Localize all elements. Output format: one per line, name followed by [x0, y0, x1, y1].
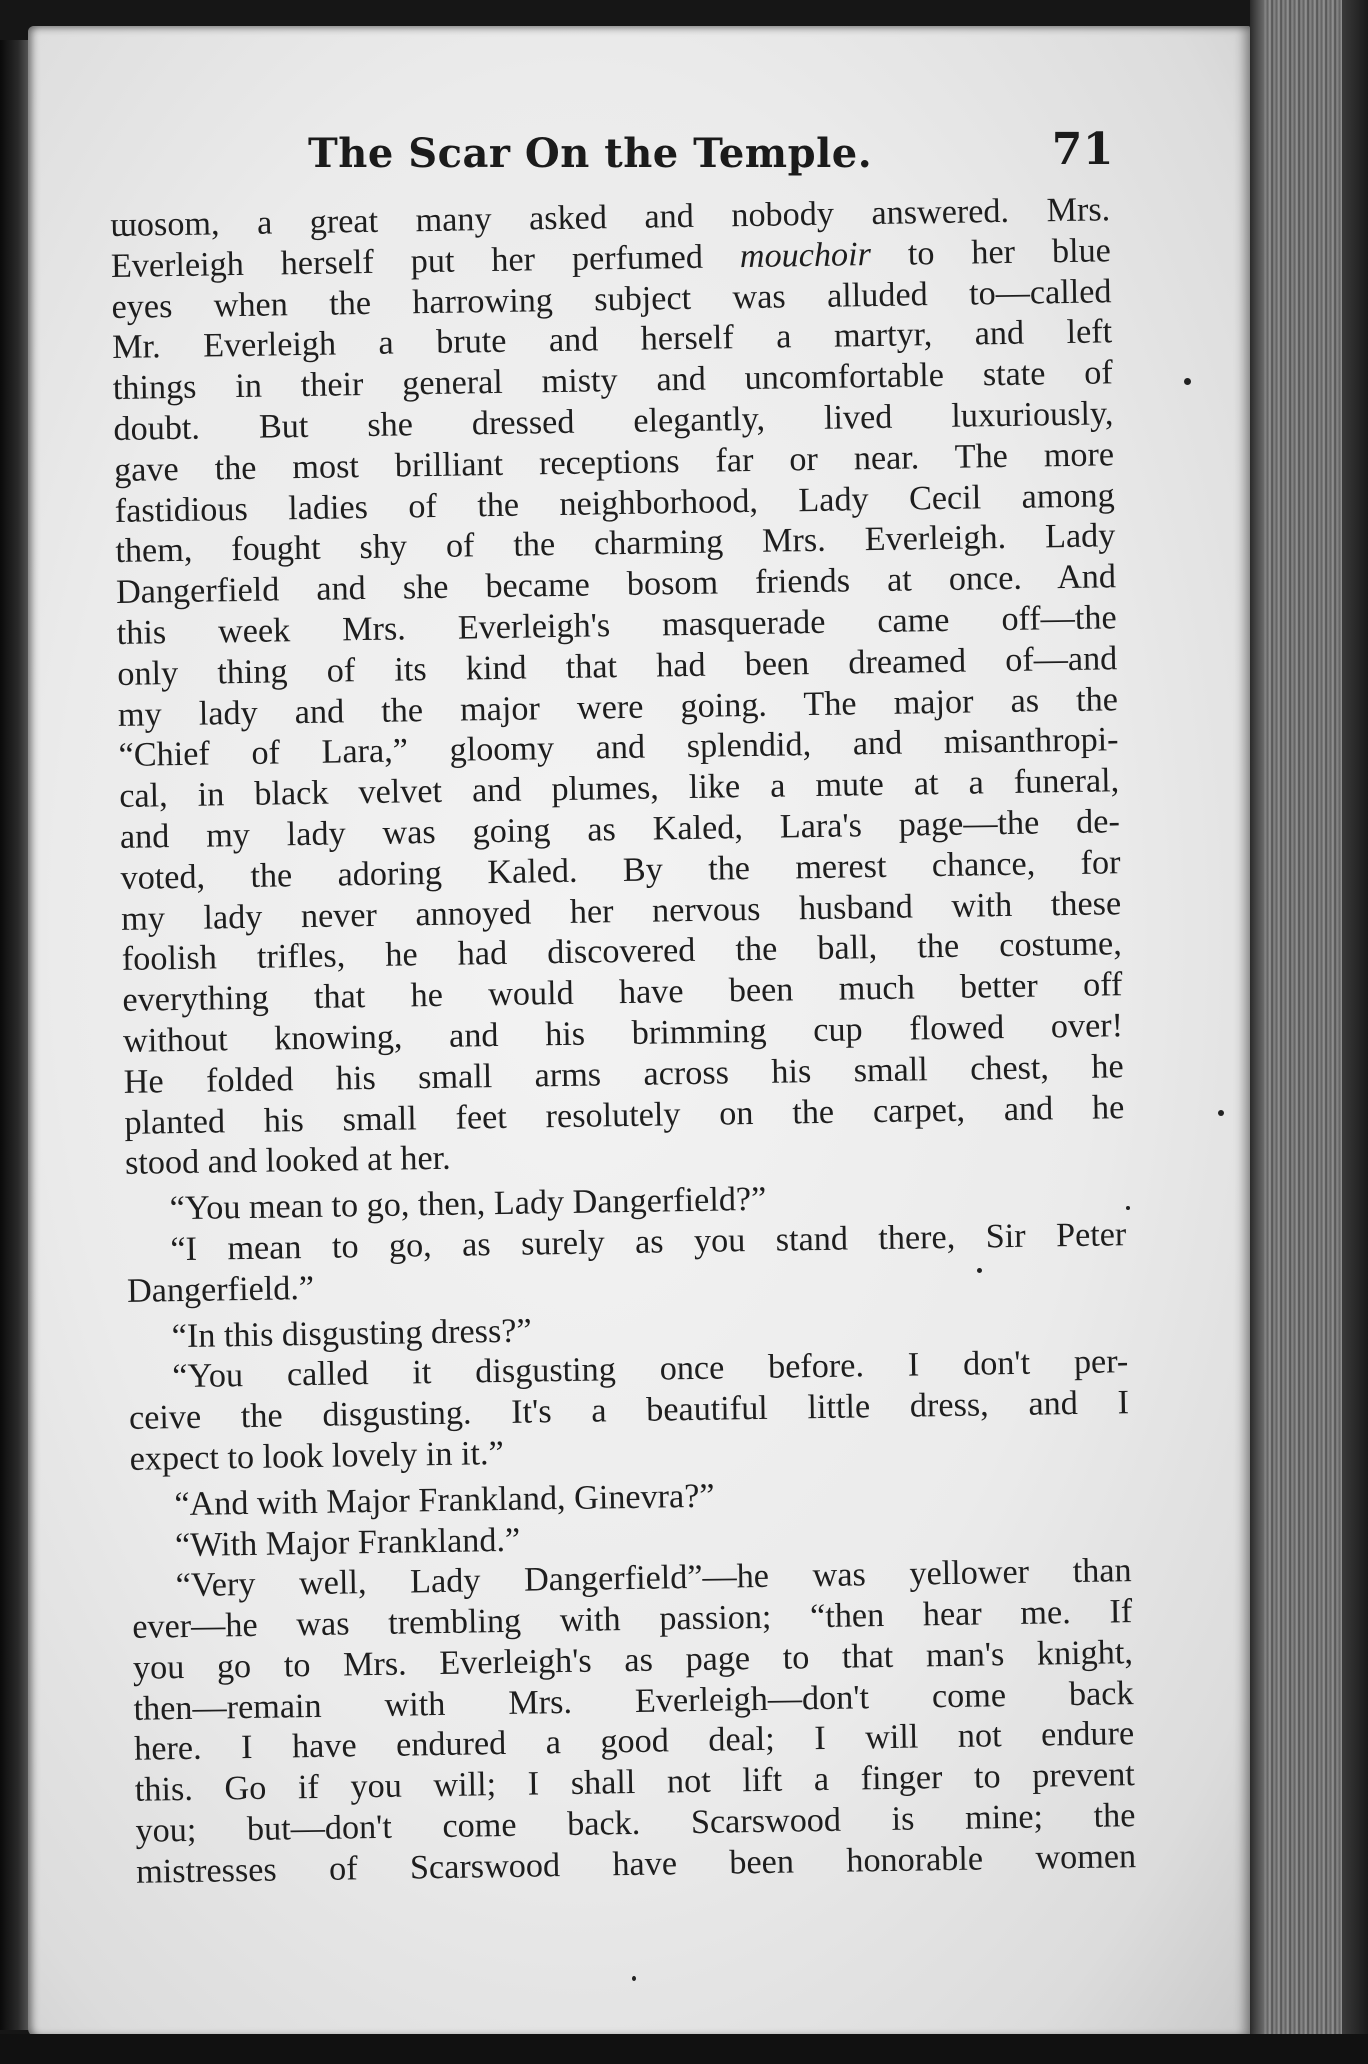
text-line: “In this disgusting dress?”: [171, 1312, 532, 1355]
text-line: without knowing, and his brimming cup flowed over!: [122, 1007, 1124, 1060]
text-line: eyes when the harrowing subject was alluded to—called: [111, 272, 1112, 326]
text-line: fastidious ladies of the neighborhood, Lady Cecil among: [114, 476, 1115, 530]
text-line: this week Mrs. Everleigh's masquerade came off—the: [116, 599, 1117, 652]
text-line: and my lady was going as Kaled, Lara's page—the de-: [119, 803, 1121, 856]
text-line: here. I have endured a good deal; I will not endure: [133, 1715, 1135, 1769]
text-line: “With Major Frankland.”: [174, 1521, 521, 1564]
text-line: “You called it disgusting once before. I don't per-: [172, 1343, 1129, 1396]
text-line: foolish trifles, he had discovered the ball, the costume,: [121, 925, 1123, 979]
text-line: “Very well, Lady Dangerfield”—he was yellower than: [175, 1552, 1132, 1605]
ink-speck: [1218, 1110, 1224, 1116]
text-line: my lady never annoyed her nervous husband with these: [120, 884, 1122, 938]
text-line: gave the most brilliant receptions far or near. The more: [113, 436, 1115, 489]
ink-speck: [1184, 378, 1191, 385]
text-line: my lady and the major were going. The major as the: [117, 680, 1119, 734]
text-line: you go to Mrs. Everleigh's as page to that man's knight,: [132, 1634, 1134, 1687]
text-line: Mr. Everleigh a brute and herself a martyr, and left: [111, 313, 1113, 367]
text-line: mistresses of Scarswood have been honorable women: [135, 1837, 1137, 1891]
text-line: ɯosom, a great many asked and nobody answered. Mrs.: [110, 191, 1111, 244]
text-line: cal, in black velvet and plumes, like a mute at a funeral,: [118, 762, 1120, 816]
text-line: ever—he was trembling with passion; “then hear me. If: [132, 1593, 1133, 1646]
text-line: only thing of its kind that had been dreamed of—and: [117, 640, 1118, 693]
running-title: The Scar On the Temple.: [308, 130, 873, 177]
text-line: “And with Major Frankland, Ginevra?”: [174, 1477, 715, 1523]
text-line: stood and looked at her.: [124, 1140, 451, 1183]
text-line: “Chief of Lara,” gloomy and splendid, and misanthropi-: [118, 721, 1119, 775]
gutter-shadow: [0, 40, 30, 2030]
text-line: ceive the disgusting. It's a beautiful little dress, and I: [128, 1384, 1130, 1437]
text-line: “I mean to go, as surely as you stand there, Sir Peter: [170, 1216, 1127, 1269]
text-line: He folded his small arms across his small chest, he: [123, 1047, 1124, 1101]
text-line: Everleigh herself put her perfumed mouchoir to her blue: [110, 232, 1112, 285]
text-line: things in their general misty and uncomfortable state of: [112, 354, 1114, 408]
page-number: 71: [1051, 124, 1114, 175]
text-line: “You mean to go, then, Lady Dangerfield?”: [169, 1180, 767, 1228]
text-line: then—remain with Mrs. Everleigh—don't come back: [133, 1674, 1134, 1728]
bottom-shadow: [0, 2034, 1368, 2064]
text-line: doubt. But she dressed elegantly, lived luxuriously,: [113, 395, 1114, 448]
ink-speck: [1126, 1206, 1130, 1210]
text-line: expect to look lovely in it.”: [129, 1434, 505, 1478]
text-line: you; but—don't come back. Scarswood is mine; the: [135, 1797, 1136, 1850]
text-line: planted his small feet resolutely on the carpet, and he: [124, 1088, 1125, 1142]
book-fore-edge: [1250, 0, 1368, 2064]
ink-speck: [632, 1976, 636, 1981]
text-line: everything that he would have been much better off: [122, 966, 1123, 1020]
body-text: [110, 190, 1136, 1893]
text-line: this. Go if you will; I shall not lift a finger to prevent: [134, 1756, 1136, 1810]
text-line: Dangerfield.”: [126, 1269, 315, 1310]
ink-speck: [977, 1268, 982, 1273]
italic-word: mouchoir: [739, 235, 872, 275]
text-line: them, fought shy of the charming Mrs. Everleigh. Lady: [115, 517, 1116, 571]
page-header: [308, 124, 1114, 190]
text-line: voted, the adoring Kaled. By the merest chance, for: [120, 843, 1121, 897]
text-line: Dangerfield and she became bosom friends at once. And: [115, 558, 1117, 612]
